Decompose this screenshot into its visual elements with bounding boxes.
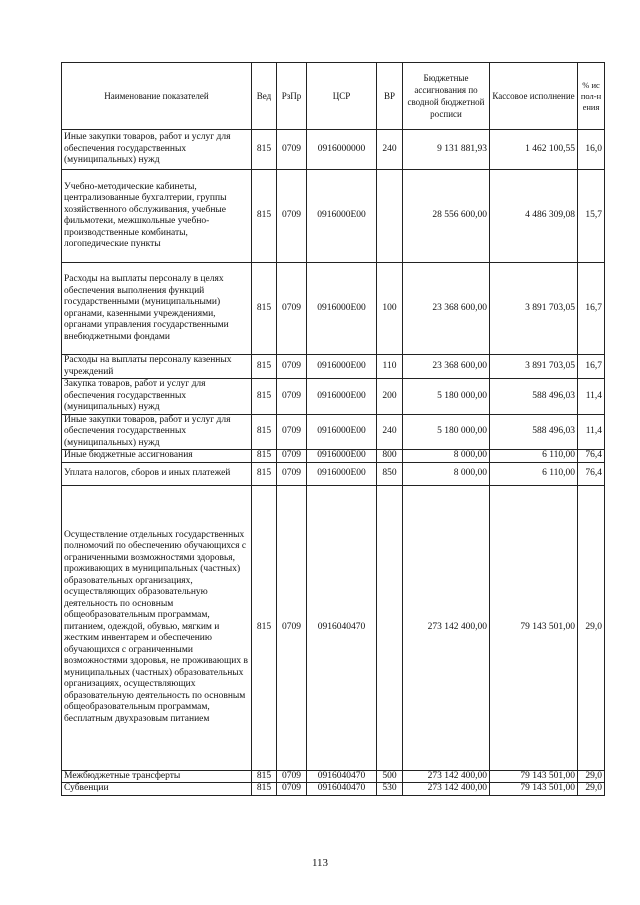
cell-name: Субвенции xyxy=(62,783,252,796)
header-ved: Вед xyxy=(252,63,277,130)
cell-ved: 815 xyxy=(252,130,277,170)
header-csr: ЦСР xyxy=(307,63,377,130)
table-row xyxy=(62,263,605,355)
cell-vr: 240 xyxy=(377,414,403,450)
cell-ved: 815 xyxy=(252,450,277,463)
cell-csr: 0916000Е00 xyxy=(307,379,377,415)
cell-pct: 11,4 xyxy=(578,379,605,415)
table-row xyxy=(62,130,605,170)
cell-vr: 800 xyxy=(377,450,403,463)
cell-rzpr: 0709 xyxy=(277,130,307,170)
cell-kass: 79 143 501,00 xyxy=(490,783,578,796)
header-assign: Бюджетные ассигнования по сводной бюджетной росписи xyxy=(403,63,490,130)
cell-rzpr: 0709 xyxy=(277,450,307,463)
cell-csr: 0916000000 xyxy=(307,130,377,170)
cell-csr: 0916040470 xyxy=(307,770,377,783)
table-row xyxy=(62,462,605,485)
cell-assign: 23 368 600,00 xyxy=(403,355,490,379)
cell-rzpr: 0709 xyxy=(277,462,307,485)
cell-pct: 11,4 xyxy=(578,414,605,450)
table-row xyxy=(62,355,605,379)
cell-name: Иные закупки товаров, работ и услуг для обеспечения государственных (муниципальных) нужд xyxy=(62,130,252,170)
cell-pct: 29,0 xyxy=(578,485,605,770)
cell-ved: 815 xyxy=(252,355,277,379)
cell-kass: 6 110,00 xyxy=(490,462,578,485)
cell-rzpr: 0709 xyxy=(277,170,307,263)
cell-rzpr: 0709 xyxy=(277,263,307,355)
budget-execution-table xyxy=(61,62,605,796)
cell-vr: 100 xyxy=(377,263,403,355)
cell-kass: 3 891 703,05 xyxy=(490,355,578,379)
cell-kass: 6 110,00 xyxy=(490,450,578,463)
table-row xyxy=(62,783,605,796)
cell-vr: 110 xyxy=(377,355,403,379)
cell-name: Уплата налогов, сборов и иных платежей xyxy=(62,462,252,485)
cell-kass: 4 486 309,08 xyxy=(490,170,578,263)
cell-ved: 815 xyxy=(252,783,277,796)
cell-name: Осуществление отдельных государственных полномочий по обеспечению обучающихся с ограниченными возможностями здоровья, проживающих в муниципальных (частных) образовательных организациях, осуществляющих образовательную деятельность по основным общеобразовательным программам, питанием, одеждой, обувью, мягким и жестким инвентарем и обеспечению обучающихся с ограниченными возможностями здоровья, не проживающих в муниципальных (частных) образовательных организациях, осуществляющих образовательную деятельность по основным общеобразовательным программам, бесплатным двухразовым питанием xyxy=(62,485,252,770)
cell-vr: 240 xyxy=(377,130,403,170)
cell-pct: 16,0 xyxy=(578,130,605,170)
header-rzpr: РзПр xyxy=(277,63,307,130)
cell-pct: 29,0 xyxy=(578,770,605,783)
cell-assign: 8 000,00 xyxy=(403,450,490,463)
cell-vr: 850 xyxy=(377,462,403,485)
cell-name: Межбюджетные трансферты xyxy=(62,770,252,783)
cell-vr: 500 xyxy=(377,770,403,783)
cell-kass: 1 462 100,55 xyxy=(490,130,578,170)
cell-name: Закупка товаров, работ и услуг для обеспечения государственных (муниципальных) нужд xyxy=(62,379,252,415)
cell-pct: 16,7 xyxy=(578,263,605,355)
header-kass: Кассовое исполнение xyxy=(490,63,578,130)
table-row xyxy=(62,414,605,450)
cell-pct: 15,7 xyxy=(578,170,605,263)
cell-rzpr: 0709 xyxy=(277,783,307,796)
cell-kass: 3 891 703,05 xyxy=(490,263,578,355)
cell-rzpr: 0709 xyxy=(277,770,307,783)
cell-rzpr: 0709 xyxy=(277,414,307,450)
cell-assign: 5 180 000,00 xyxy=(403,414,490,450)
table-row xyxy=(62,170,605,263)
cell-vr xyxy=(377,485,403,770)
cell-kass: 588 496,03 xyxy=(490,414,578,450)
cell-ved: 815 xyxy=(252,170,277,263)
header-pct: % испол-нения xyxy=(578,63,605,130)
cell-assign: 8 000,00 xyxy=(403,462,490,485)
cell-csr: 0916040470 xyxy=(307,485,377,770)
page-number: 113 xyxy=(311,857,329,869)
table-row xyxy=(62,379,605,415)
cell-kass: 588 496,03 xyxy=(490,379,578,415)
table-row xyxy=(62,485,605,770)
cell-kass: 79 143 501,00 xyxy=(490,770,578,783)
cell-ved: 815 xyxy=(252,414,277,450)
cell-kass: 79 143 501,00 xyxy=(490,485,578,770)
cell-csr: 0916000Е00 xyxy=(307,414,377,450)
cell-name: Иные бюджетные ассигнования xyxy=(62,450,252,463)
cell-ved: 815 xyxy=(252,263,277,355)
table-row xyxy=(62,450,605,463)
cell-assign: 273 142 400,00 xyxy=(403,783,490,796)
cell-assign: 23 368 600,00 xyxy=(403,263,490,355)
header-vr: ВР xyxy=(377,63,403,130)
cell-rzpr: 0709 xyxy=(277,379,307,415)
cell-assign: 273 142 400,00 xyxy=(403,770,490,783)
cell-assign: 273 142 400,00 xyxy=(403,485,490,770)
cell-ved: 815 xyxy=(252,462,277,485)
cell-pct: 76,4 xyxy=(578,450,605,463)
cell-pct: 16,7 xyxy=(578,355,605,379)
cell-csr: 0916040470 xyxy=(307,783,377,796)
cell-csr: 0916000Е00 xyxy=(307,170,377,263)
cell-csr: 0916000Е00 xyxy=(307,462,377,485)
cell-vr: 530 xyxy=(377,783,403,796)
table-row xyxy=(62,770,605,783)
header-name: Наименование показателей xyxy=(62,63,252,130)
cell-assign: 9 131 881,93 xyxy=(403,130,490,170)
cell-assign: 28 556 600,00 xyxy=(403,170,490,263)
cell-ved: 815 xyxy=(252,379,277,415)
cell-name: Иные закупки товаров, работ и услуг для обеспечения государственных (муниципальных) нужд xyxy=(62,414,252,450)
cell-vr: 200 xyxy=(377,379,403,415)
cell-pct: 29,0 xyxy=(578,783,605,796)
cell-pct: 76,4 xyxy=(578,462,605,485)
cell-ved: 815 xyxy=(252,485,277,770)
cell-assign: 5 180 000,00 xyxy=(403,379,490,415)
cell-name: Расходы на выплаты персоналу казенных учреждений xyxy=(62,355,252,379)
cell-vr xyxy=(377,170,403,263)
cell-csr: 0916000Е00 xyxy=(307,263,377,355)
table-body xyxy=(62,130,605,796)
cell-rzpr: 0709 xyxy=(277,355,307,379)
cell-name: Расходы на выплаты персоналу в целях обеспечения выполнения функций государственными (муниципальными) органами, казенными учреждениями, органами управления государственными внебюджетными фондами xyxy=(62,263,252,355)
cell-name: Учебно-методические кабинеты, централизованные бухгалтерии, группы хозяйственного обслуживания, учебные фильмотеки, межшкольные учебно-производственные комбинаты, логопедические пункты xyxy=(62,170,252,263)
cell-csr: 0916000Е00 xyxy=(307,355,377,379)
cell-ved: 815 xyxy=(252,770,277,783)
table-header-row xyxy=(62,63,605,130)
cell-rzpr: 0709 xyxy=(277,485,307,770)
cell-csr: 0916000Е00 xyxy=(307,450,377,463)
